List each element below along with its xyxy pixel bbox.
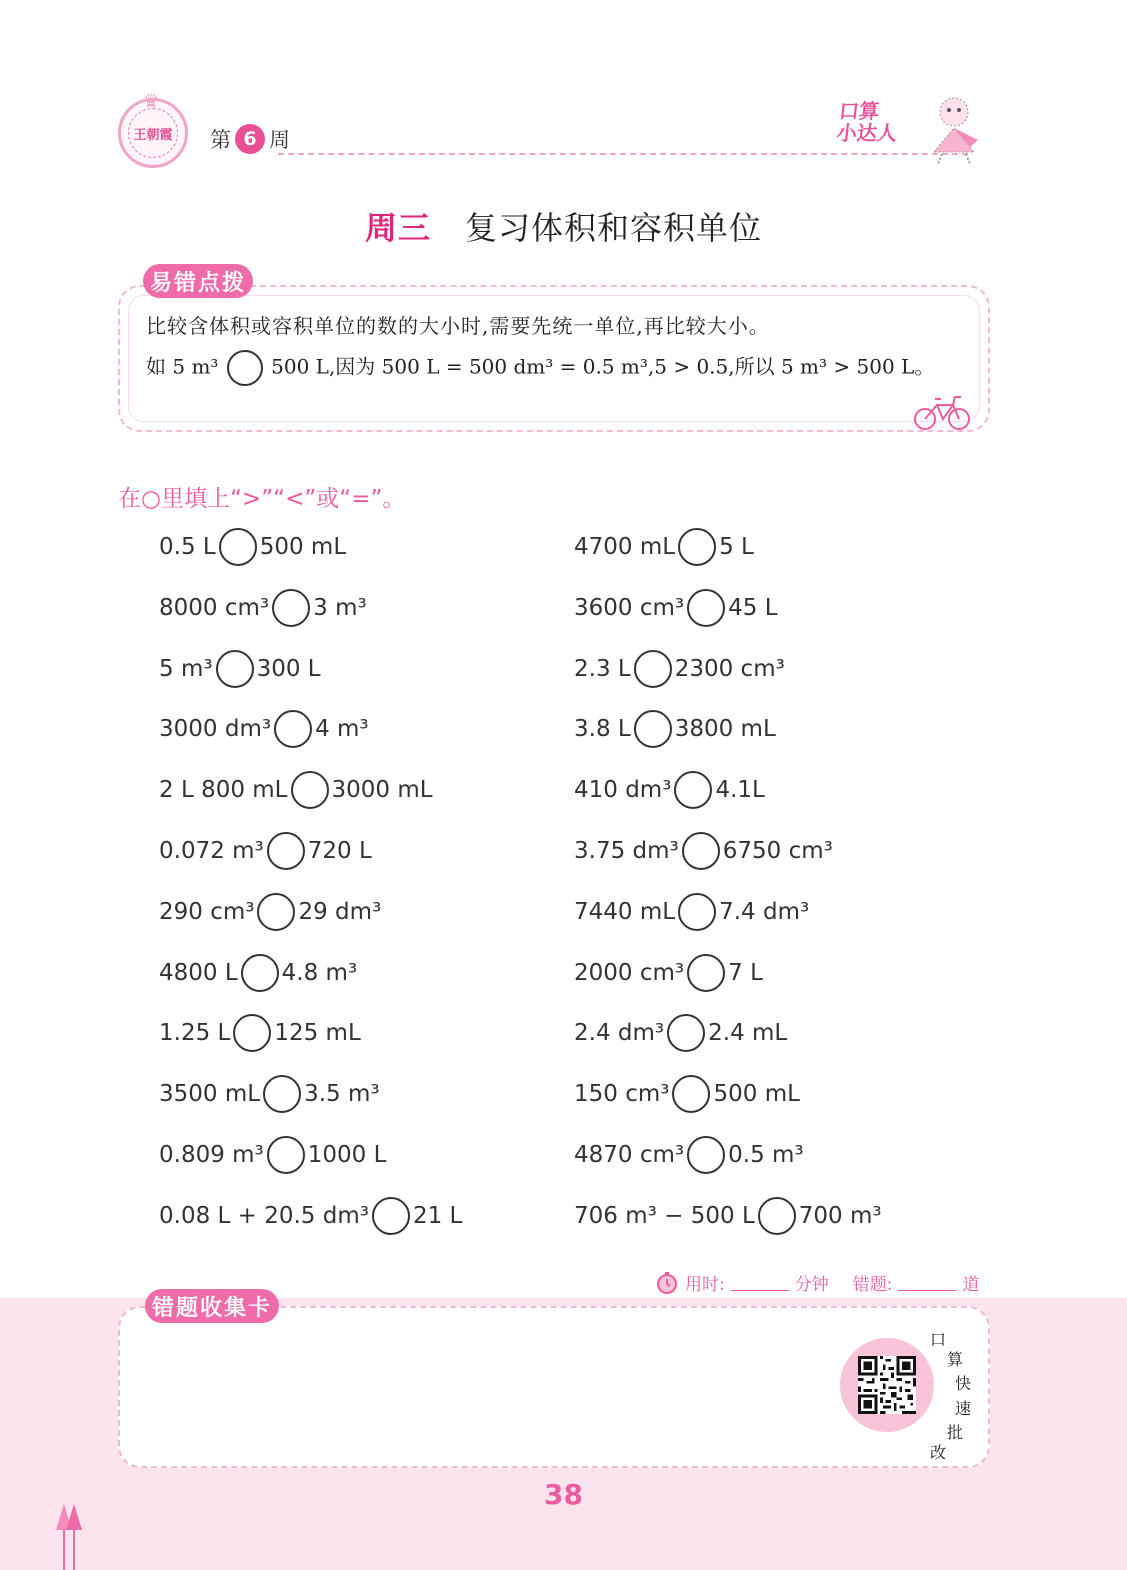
problem-right-operand: 1000 L [307,1142,387,1168]
errors-unit: 道 [962,1275,980,1295]
week-prefix: 第 [210,128,231,152]
arrow-decoration-icon [50,1500,90,1570]
problem-right-operand: 700 m³ [798,1202,882,1229]
problem-left-operand: 0.5 L [159,534,216,560]
page-header [118,92,998,167]
brand-line-2: 小达人 [835,121,899,145]
problem-right-operand: 3800 mL [674,716,776,743]
answer-circle[interactable] [667,1014,705,1052]
time-unit: 分钟 [794,1275,829,1295]
problem-right-operand: 7.4 dm³ [719,898,810,925]
answer-circle[interactable] [263,1075,301,1113]
exercise-instruction: 在○里填上“>”“<”或“=”。 [118,486,406,512]
answer-circle[interactable] [634,650,672,688]
problem-left-operand: 2.3 L [574,655,631,682]
brand-mark [835,92,988,167]
problem-right-operand: 3.5 m³ [304,1081,380,1108]
problem-left-operand: 2000 cm³ [574,959,685,986]
problem-right-operand: 500 mL [259,534,347,560]
stopwatch-icon [655,1271,679,1295]
problem-left-operand: 290 cm³ [159,898,255,925]
problem-left-operand: 3500 mL [159,1081,261,1108]
problem-right-operand: 125 mL [274,1020,361,1047]
problem-right-operand: 500 mL [713,1081,800,1108]
errors-blank[interactable] [898,1275,956,1291]
problem-left-operand: 8000 cm³ [159,594,270,621]
comparison-problem [159,1136,386,1174]
logo-text: 王朝霞 [128,108,178,158]
problem-left-operand: 4800 L [159,959,238,986]
problem-left-operand: 410 dm³ [574,777,672,804]
time-blank[interactable] [731,1275,789,1291]
comparison-problem [574,1197,882,1235]
problem-left-operand: 706 m³ − 500 L [574,1202,755,1229]
problem-right-operand: 3 m³ [313,594,367,621]
errors-label: 错题: [852,1275,893,1295]
problem-right-operand: 4 m³ [315,716,369,743]
comparison-problem [574,771,765,809]
example-answer-circle [227,350,263,386]
tip-text-line-2 [146,350,934,386]
publisher-logo [118,91,188,168]
answer-circle[interactable] [267,832,305,870]
problem-right-operand: 4.1L [715,777,765,804]
comparison-problem [159,893,381,931]
qr-char-2: 算 [947,1350,964,1369]
lesson-topic: 复习体积和容积单位 [465,209,763,247]
problem-left-operand: 150 cm³ [574,1081,670,1108]
qr-char-6: 改 [930,1443,947,1462]
comparison-problem [574,1136,804,1174]
qr-char-1: 口 [930,1330,947,1349]
comparison-problem [159,650,321,688]
comparison-problem [159,589,367,627]
answer-circle[interactable] [219,528,257,566]
comparison-problem [574,1014,787,1052]
problem-left-operand: 3000 dm³ [159,716,272,743]
week-indicator [210,124,290,154]
mascot-icon [918,92,990,167]
comparison-problem [574,710,776,748]
answer-circle[interactable] [678,893,716,931]
problem-left-operand: 2 L 800 mL [159,777,288,804]
problem-right-operand: 29 dm³ [298,898,382,925]
comparison-problem [159,832,372,870]
answer-circle[interactable] [257,893,295,931]
comparison-problem [574,893,809,931]
answer-circle[interactable] [233,1014,271,1052]
answer-circle[interactable] [687,954,725,992]
qr-char-4: 速 [955,1399,972,1418]
comparison-problem [574,589,778,627]
problem-left-operand: 0.809 m³ [159,1142,264,1168]
qr-char-5: 批 [947,1423,964,1442]
tip-text-line-1: 比较含体积或容积单位的数的大小时,需要先统一单位,再比较大小。 [146,314,770,338]
problem-right-operand: 300 L [256,655,321,682]
problem-left-operand: 3600 cm³ [574,594,685,621]
qr-code-badge[interactable] [840,1338,934,1432]
brand-line-1: 口算 [837,99,881,123]
comparison-problem [159,771,433,809]
weekday-label: 周三 [364,209,431,247]
problem-right-operand: 0.5 m³ [728,1142,804,1168]
problem-right-operand: 6750 cm³ [722,838,833,864]
comparison-problem [574,528,754,566]
problem-right-operand: 720 L [307,838,372,864]
comparison-problem [574,954,763,992]
brand-logo-text [836,100,901,144]
comparison-problem [159,710,369,748]
problem-right-operand: 3000 mL [331,777,433,804]
answer-circle[interactable] [687,1136,725,1174]
problem-left-operand: 0.08 L + 20.5 dm³ [159,1202,369,1229]
problem-left-operand: 5 m³ [159,655,213,682]
problem-left-operand: 2.4 dm³ [574,1020,665,1047]
bicycle-icon [913,393,971,431]
problem-left-operand: 4700 mL [574,534,676,560]
comparison-problem [574,650,785,688]
week-number-badge: 6 [235,124,265,154]
week-suffix: 周 [269,128,290,152]
answer-circle[interactable] [758,1197,796,1235]
answer-circle[interactable] [678,528,716,566]
answer-circle[interactable] [682,832,720,870]
comparison-problem [159,954,357,992]
comparison-problem [574,1075,800,1113]
comparison-problem [574,832,833,870]
problem-right-operand: 2.4 mL [708,1020,788,1047]
qr-code-icon[interactable] [858,1356,916,1414]
problem-left-operand: 4870 cm³ [574,1142,685,1168]
problem-right-operand: 21 L [412,1202,463,1229]
answer-circle[interactable] [272,589,310,627]
problem-left-operand: 3.75 dm³ [574,838,679,864]
answer-circle[interactable] [216,650,254,688]
time-error-stats [655,1270,979,1295]
problem-right-operand: 7 L [728,959,763,986]
answer-circle[interactable] [291,771,329,809]
answer-circle[interactable] [241,954,279,992]
tip-example-right: 500 L,因为 500 L = 500 dm³ = 0.5 m³,5 > 0.5,所以 5 m³ > 500 L。 [271,354,935,379]
comparison-problem [159,1014,361,1052]
mistake-collection-title: 错题收集卡 [145,1289,279,1323]
problem-right-operand: 2300 cm³ [674,655,785,682]
answer-circle[interactable] [687,589,725,627]
tip-title-badge: 易错点拨 [143,264,253,298]
page-number: 38 [544,1478,583,1511]
problem-left-operand: 7440 mL [574,898,676,925]
tip-example-left: 如 5 m³ [146,354,219,379]
comparison-problem [159,1075,380,1113]
answer-circle[interactable] [372,1197,410,1235]
answer-circle[interactable] [274,710,312,748]
problem-left-operand: 0.072 m³ [159,838,264,864]
crown-icon: ♛ [143,91,160,112]
problem-right-operand: 4.8 m³ [281,959,358,986]
comparison-problem [159,528,346,566]
page-title [0,203,1127,249]
comparison-problem [159,1197,462,1235]
time-label: 用时: [685,1275,725,1295]
problem-left-operand: 3.8 L [574,716,631,743]
answer-circle[interactable] [674,771,712,809]
problem-left-operand: 1.25 L [159,1020,231,1047]
answer-circle[interactable] [267,1136,305,1174]
problem-right-operand: 5 L [719,534,754,560]
problem-right-operand: 45 L [728,594,778,621]
qr-char-3: 快 [955,1374,972,1393]
answer-circle[interactable] [672,1075,710,1113]
answer-circle[interactable] [634,710,672,748]
